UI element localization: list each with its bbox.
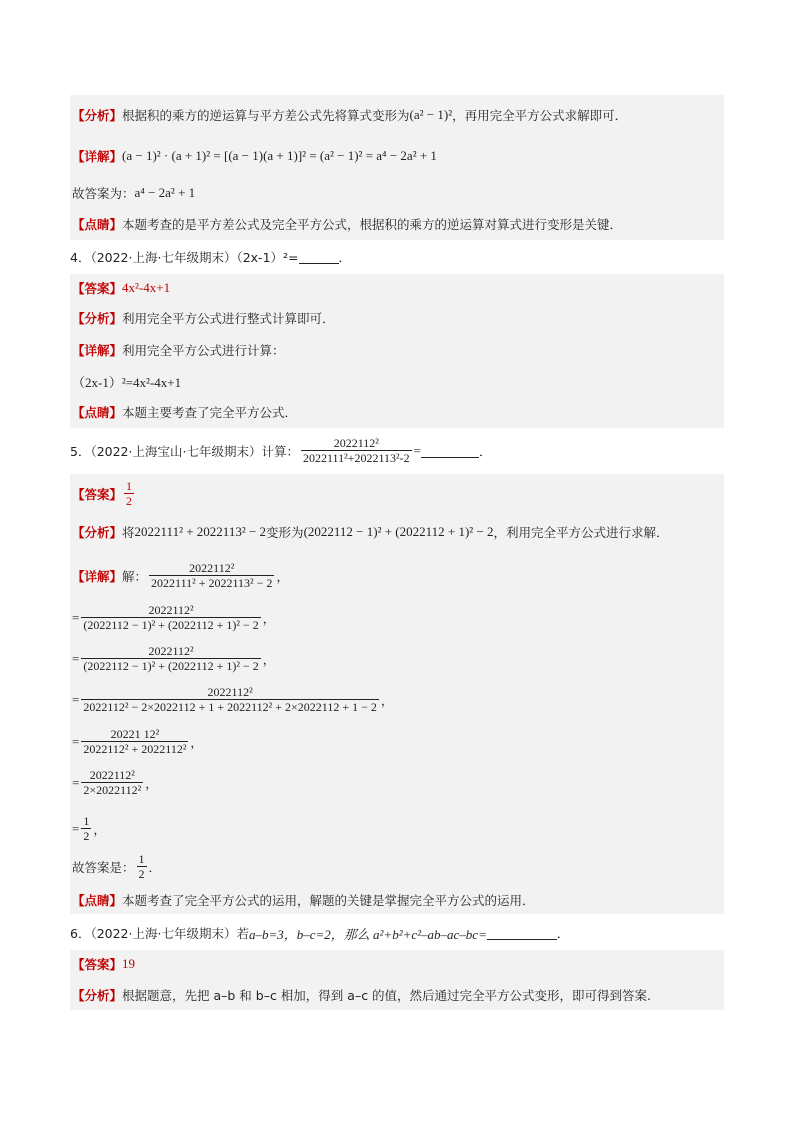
equals-sign: = — [72, 610, 80, 625]
question-6-end: ． — [556, 926, 570, 941]
final-end: ． — [148, 860, 162, 875]
question-6-text: 6．（2022·上海·七年级期末）若 — [70, 926, 249, 941]
comma: ， — [276, 569, 289, 584]
answer-tag: 【答案】 — [72, 281, 123, 296]
fraction-denominator: 2022112² − 2×2022112 + 1 + 2022112² + 2×2022112 + 1 − 2 — [83, 700, 377, 714]
detail-text: 利用完全平方公式进行计算： — [122, 343, 285, 358]
q4-answer-row — [72, 277, 170, 299]
comment-tag: 【点睛】 — [72, 405, 123, 420]
step-fraction — [149, 561, 274, 591]
analysis-formula: (a² − 1)² — [409, 107, 453, 122]
step-row — [72, 765, 158, 801]
detail-tag: 【详解】 — [72, 149, 123, 164]
analysis-tag: 【分析】 — [72, 988, 123, 1003]
analysis-tag: 【分析】 — [72, 525, 123, 540]
fraction-denominator: 2022111² + 2022113² − 2 — [151, 576, 273, 590]
fraction-numerator: 2022112² — [207, 685, 253, 699]
step-row — [72, 812, 106, 846]
comma: ， — [145, 776, 158, 791]
fraction-denominator: 2 — [138, 867, 145, 881]
equals-sign: = — [72, 692, 80, 707]
question-5-text: 5．（2022·上海宝山·七年级期末）计算： — [70, 444, 299, 459]
final-fraction — [137, 852, 147, 882]
q5-comment-row — [72, 889, 535, 911]
step-fraction — [81, 727, 188, 757]
q4-detail-row — [72, 339, 285, 361]
q5-analysis-row — [72, 520, 669, 544]
analysis-text: 根据题意，先把 a–b 和 b–c 相加，得到 a–c 的值，然后通过完全平方公式变形，即可得到答案. — [122, 988, 652, 1003]
analysis-tag: 【分析】 — [72, 108, 123, 123]
step-row — [72, 600, 275, 636]
question-5-end: ． — [478, 444, 492, 459]
fraction-numerator: 2022112² — [148, 603, 194, 617]
detail-formula: (a − 1)² · (a + 1)² = [(a − 1)(a + 1)]² = (a² − 1)² = a⁴ − 2a² + 1 — [122, 148, 437, 163]
equals-sign: = — [72, 651, 80, 666]
question-6-formula: a–b=3，b–c=2，那么 a²+b²+c²–ab–ac–bc= — [248, 926, 487, 942]
fraction-denominator: (2022112 − 1)² + (2022112 + 1)² − 2 — [83, 659, 259, 673]
fraction-denominator: 2 — [126, 494, 133, 508]
q6-answer-row — [72, 953, 135, 975]
question-4-text: 4．（2022·上海·七年级期末）（2x-1）²= — [70, 250, 299, 265]
q5-final-row — [72, 850, 161, 884]
step-fraction — [81, 814, 91, 844]
step-row — [72, 724, 203, 760]
q5-answer-row — [72, 476, 136, 512]
fraction-numerator: 2022112² — [189, 561, 235, 575]
detail-solve: 解： — [122, 569, 148, 584]
answer-prefix: 故答案为： — [72, 186, 135, 201]
step-fraction — [81, 603, 260, 633]
analysis-text-end: ，利用完全平方公式进行求解． — [493, 525, 669, 540]
answer-tag: 【答案】 — [72, 957, 123, 972]
analysis-tag: 【分析】 — [72, 311, 123, 326]
fraction-numerator: 1 — [83, 814, 90, 828]
fraction-numerator: 1 — [126, 479, 133, 493]
comment-text: 本题主要考查了完全平方公式． — [122, 405, 298, 420]
fraction-numerator: 1 — [138, 852, 145, 866]
final-prefix: 故答案是： — [72, 860, 135, 875]
fraction-denominator: 2 — [83, 829, 90, 843]
analysis-text-end: ，再用完全平方公式求解即可． — [452, 108, 628, 123]
equals-sign: = — [72, 821, 80, 836]
question-4 — [70, 246, 351, 268]
comma: ， — [262, 652, 276, 667]
answer-tag: 【答案】 — [72, 487, 123, 502]
step-row — [72, 682, 393, 718]
q4-comment-row — [72, 401, 297, 423]
answer-blank — [487, 927, 557, 940]
comment-tag: 【点睛】 — [72, 893, 123, 908]
comment-text: 本题考查了完全平方公式的运用，解题的关键是掌握完全平方公式的运用． — [122, 893, 535, 908]
analysis-text: 根据积的乘方的逆运算与平方差公式先将算式变形为 — [122, 108, 410, 123]
answer-formula: a⁴ − 2a² + 1 — [134, 185, 196, 200]
analysis-formula-1: 2022111² + 2022113² − 2 — [134, 524, 267, 539]
comment-tag: 【点睛】 — [72, 217, 123, 232]
fraction-denominator: 2022111²+2022113²-2 — [302, 451, 410, 465]
analysis-text: 利用完全平方公式进行整式计算即可． — [122, 311, 335, 326]
comma: ， — [93, 822, 106, 837]
comment-text: 本题考查的是平方差公式及完全平方公式，根据积的乘方的逆运算对算式进行变形是关键． — [122, 217, 623, 232]
analysis-text-mid: 变形为 — [266, 525, 304, 540]
question-fraction — [301, 436, 412, 466]
comma: ， — [190, 735, 203, 750]
detail-formula: （2x-1）²=4x²-4x+1 — [72, 374, 182, 390]
question-4-end: ． — [338, 250, 352, 265]
equals-sign: = — [72, 734, 80, 749]
answer-value: 4x²-4x+1 — [122, 280, 171, 295]
step-fraction — [81, 768, 143, 798]
answer-fraction — [124, 479, 134, 509]
question-5 — [70, 432, 491, 470]
q4-detail-line2 — [72, 370, 181, 392]
equals-sign: = — [413, 443, 421, 458]
answer-value: 19 — [122, 956, 136, 971]
answer-blank — [299, 251, 339, 264]
detail-row — [72, 145, 437, 167]
answer-blank — [421, 445, 479, 458]
fraction-denominator: (2022112 − 1)² + (2022112 + 1)² − 2 — [83, 618, 259, 632]
analysis-formula-2: (2022112 − 1)² + (2022112 + 1)² − 2 — [303, 524, 494, 539]
fraction-numerator: 2022112² — [89, 768, 135, 782]
step-fraction — [81, 644, 260, 674]
q4-analysis-row — [72, 307, 335, 329]
fraction-denominator: 2022112² + 2022112² — [83, 742, 187, 756]
question-6 — [70, 922, 569, 944]
answer-row — [72, 182, 195, 204]
step-fraction — [81, 685, 379, 715]
detail-tag: 【详解】 — [72, 569, 123, 584]
detail-tag: 【详解】 — [72, 343, 123, 358]
q5-detail-row — [72, 558, 289, 594]
fraction-numerator: 2022112² — [148, 644, 194, 658]
equals-sign: = — [72, 775, 80, 790]
comma: ， — [380, 693, 394, 708]
fraction-numerator: 2022112² — [333, 436, 379, 450]
step-row — [72, 641, 275, 677]
analysis-row — [72, 104, 627, 126]
fraction-numerator: 20221 12² — [110, 727, 160, 741]
comma: ， — [262, 611, 276, 626]
analysis-text: 将 — [122, 525, 135, 540]
fraction-denominator: 2×2022112² — [83, 783, 142, 797]
q6-analysis-row — [72, 984, 651, 1006]
comment-row — [72, 213, 622, 235]
